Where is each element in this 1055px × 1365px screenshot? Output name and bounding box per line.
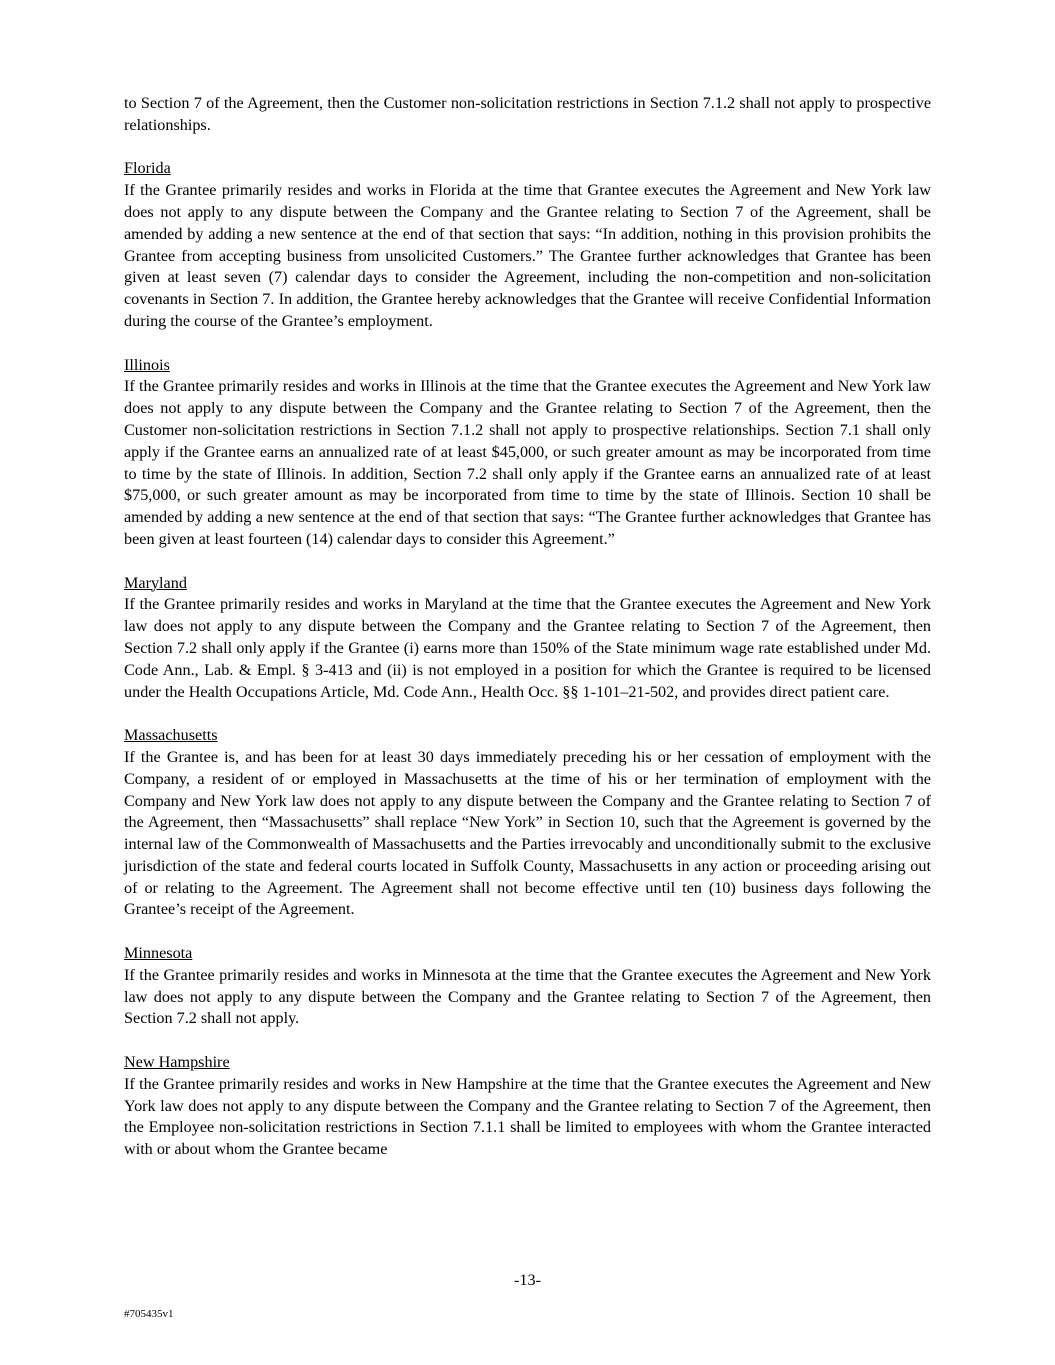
section-new-hampshire: [124, 1052, 931, 1161]
section-body-minnesota: If the Grantee primarily resides and works in Minnesota at the time that the Grantee executes the Agreement and New York law does not apply to any dispute between the Company and the Grantee relating to Section 7 of the Agreement, then Section 7.2 shall not apply.: [124, 965, 931, 1028]
section-florida: [124, 158, 931, 332]
section-illinois: [124, 355, 931, 551]
section-body-illinois: If the Grantee primarily resides and works in Illinois at the time that the Grantee executes the Agreement and New York law does not apply to any dispute between the Company and the Grantee relating to Section 7 of the Agreement, then the Customer non-solicitation restrictions in Section 7.1.2 shall not apply to prospective relationships. Section 7.1 shall only apply if the Grantee earns an annualized rate of at least $45,000, or such greater amount as may be incorporated from time to time by the state of Illinois. In addition, Section 7.2 shall only apply if the Grantee earns an annualized rate of at least $75,000, or such greater amount as may be incorporated from time to time by the state of Illinois. Section 10 shall be amended by adding a new sentence at the end of that section that says: “The Grantee further acknowledges that Grantee has been given at least fourteen (14) calendar days to consider this Agreement.”: [124, 377, 931, 548]
section-heading-maryland: Maryland: [124, 573, 187, 592]
section-heading-illinois: Illinois: [124, 355, 170, 374]
section-maryland: [124, 573, 931, 704]
document-page: [124, 93, 931, 1161]
section-body-massachusetts: If the Grantee is, and has been for at least 30 days immediately preceding his or her cessation of employment with the Company, a resident of or employed in Massachusetts at the time of his or her termination of employment with the Company and New York law does not apply to any dispute between the Company and the Grantee relating to Section 7 of the Agreement, then “Massachusetts” shall replace “New York” in Section 10, such that the Agreement is governed by the internal law of the Commonwealth of Massachusetts and the Parties irrevocably and unconditionally submit to the exclusive jurisdiction of the state and federal courts located in Suffolk County, Massachusetts in any action or proceeding arising out of or relating to the Agreement. The Agreement shall not become effective until ten (10) business days following the Grantee’s receipt of the Agreement.: [124, 747, 931, 919]
section-heading-minnesota: Minnesota: [124, 944, 193, 963]
section-heading-new-hampshire: New Hampshire: [124, 1053, 230, 1072]
section-body-new-hampshire: If the Grantee primarily resides and works in New Hampshire at the time that the Grantee executes the Agreement and New York law does not apply to any dispute between the Company and the Grantee relating to Section 7 of the Agreement, then the Employee non-solicitation restrictions in Section 7.1.1 shall be limited to employees with whom the Grantee interacted with or about whom the Grantee became: [124, 1074, 931, 1159]
section-body-maryland: If the Grantee primarily resides and works in Maryland at the time that the Grantee executes the Agreement and New York law does not apply to any dispute between the Company and the Grantee relating to Section 7 of the Agreement, then Section 7.2 shall only apply if the Grantee (i) earns more than 150% of the State minimum wage rate established under Md. Code Ann., Lab. & Empl. § 3-413 and (ii) is not employed in a position for which the Grantee is required to be licensed under the Health Occupations Article, Md. Code Ann., Health Occ. §§ 1-101–21-502, and provides direct patient care.: [124, 595, 931, 701]
section-minnesota: [124, 943, 931, 1030]
intro-paragraph: to Section 7 of the Agreement, then the Customer non-solicitation restrictions in Section 7.1.2 shall not apply to prospective relationships.: [124, 94, 931, 134]
section-body-florida: If the Grantee primarily resides and works in Florida at the time that Grantee executes the Agreement and New York law does not apply to any dispute between the Company and the Grantee relating to Section 7 of the Agreement, shall be amended by adding a new sentence at the end of that section that says: “In addition, nothing in this provision prohibits the Grantee from accepting business from unsolicited Customers.” The Grantee further acknowledges that Grantee has been given at least seven (7) calendar days to consider the Agreement, including the non-competition and non-solicitation covenants in Section 7. In addition, the Grantee hereby acknowledges that the Grantee will receive Confidential Information during the course of the Grantee’s employment.: [124, 181, 931, 330]
section-heading-florida: Florida: [124, 159, 171, 178]
section-massachusetts: [124, 725, 931, 921]
section-heading-massachusetts: Massachusetts: [124, 726, 218, 745]
page-number: -13-: [514, 1271, 541, 1289]
document-id: #705435v1: [124, 1308, 174, 1320]
